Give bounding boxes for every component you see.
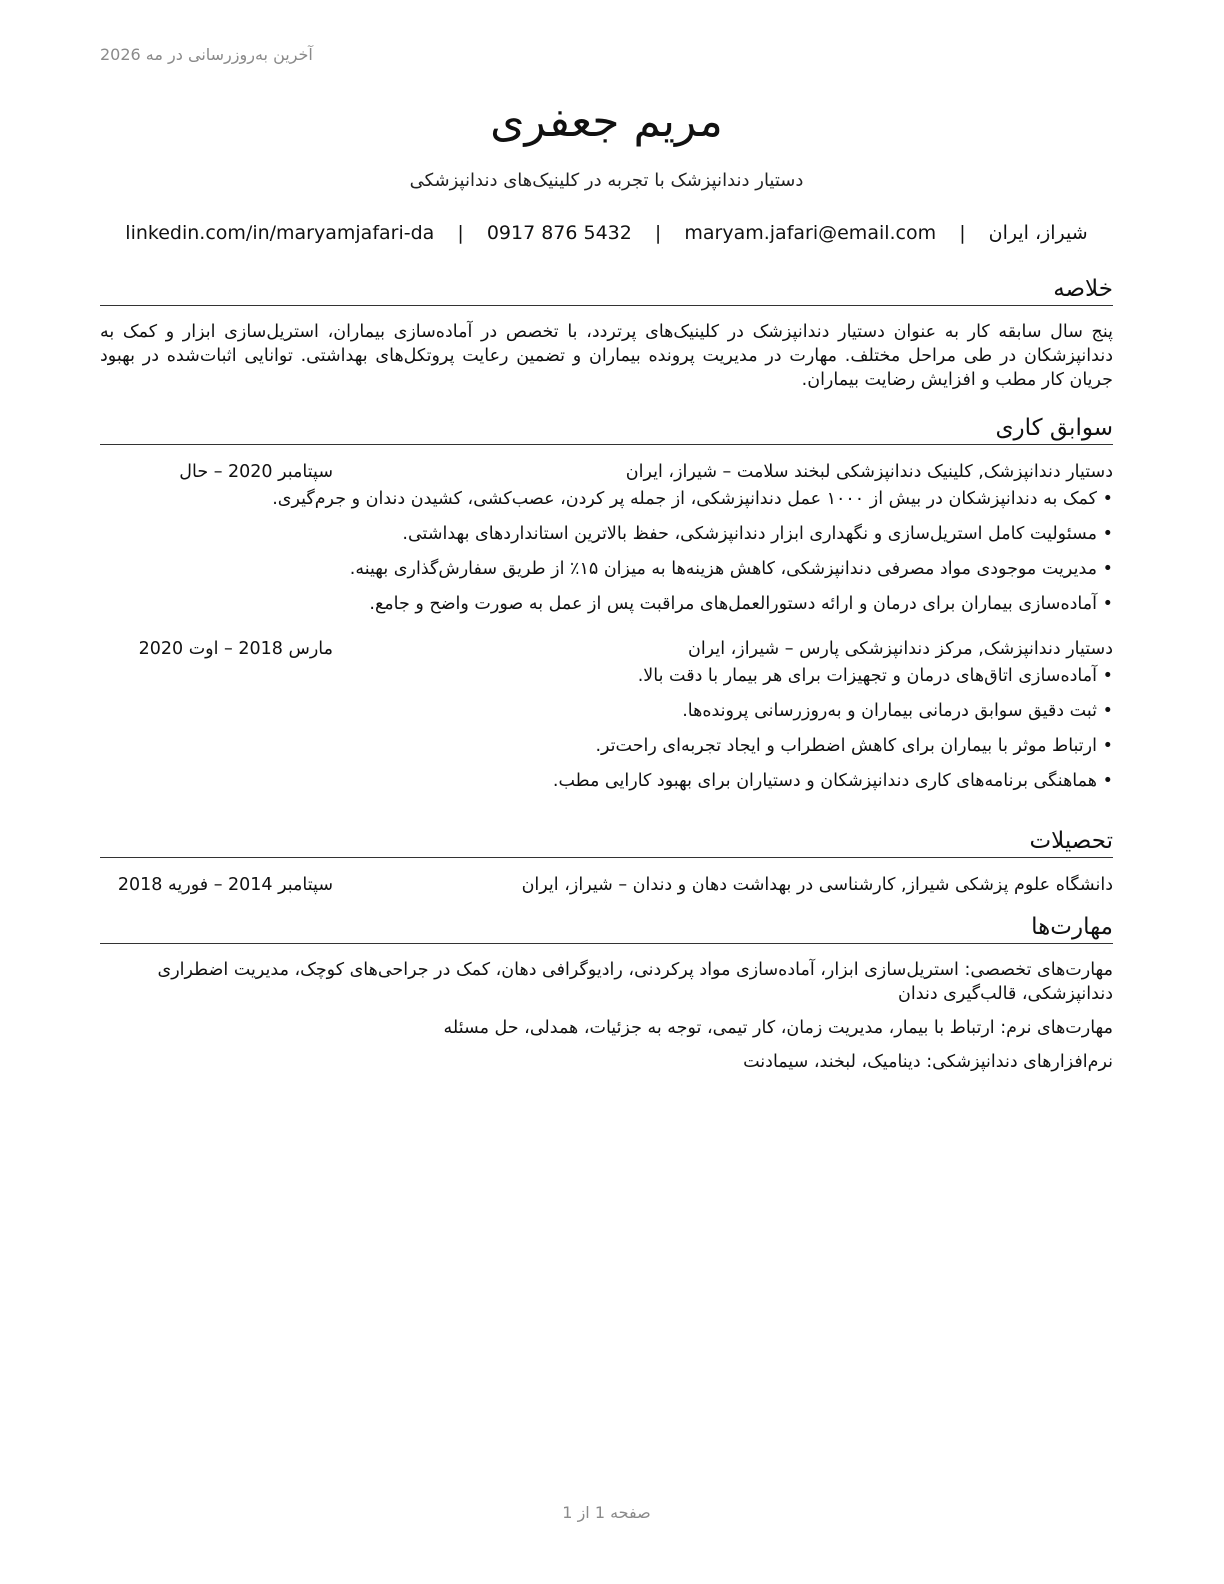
- bullet-text: مسئولیت کامل استریل‌سازی و نگهداری ابزار دندانپزشکی، حفظ بالاترین استانداردهای بهداشتی.: [402, 524, 1097, 544]
- job-entry: [100, 636, 1113, 793]
- education-heading: دانشگاه علوم پزشکی شیراز, کارشناسی در بهداشت دهان و دندان – شیراز، ایران: [521, 875, 1113, 895]
- bullet-text: مدیریت موجودی مواد مصرفی دندانپزشکی، کاهش هزینه‌ها به میزان ۱۵٪ از طریق سفارش‌گذاری بهینه.: [349, 559, 1097, 579]
- education-entry: [100, 872, 1113, 900]
- bullet-glyph: •: [1102, 701, 1113, 721]
- skills-software: نرم‌افزارهای دندانپزشکی: دینامیک، لبخند، سیمادنت: [743, 1052, 1113, 1072]
- list-item: [100, 769, 1113, 793]
- bullet-text: ثبت دقیق سوابق درمانی بیماران و به‌روزرسانی پرونده‌ها.: [682, 701, 1097, 721]
- job-heading: دستیار دندانپزشک, مرکز دندانپزشکی پارس – شیراز، ایران: [687, 639, 1113, 659]
- job-bullets: [100, 664, 1113, 793]
- contact-linkedin[interactable]: linkedin.com/in/maryamjafari-da: [125, 222, 435, 244]
- education-dates: سپتامبر 2014 – فوریه 2018: [117, 875, 333, 895]
- bullet-text: هماهنگی برنامه‌های کاری دندانپزشکان و دستیاران برای بهبود کارایی مطب.: [552, 771, 1097, 791]
- bullet-glyph: •: [1102, 559, 1113, 579]
- education-title: تحصیلات: [100, 826, 1113, 858]
- bullet-glyph: •: [1102, 771, 1113, 791]
- list-item: [100, 592, 1113, 616]
- bullet-text: آماده‌سازی بیماران برای درمان و ارائه دستورالعمل‌های مراقبت پس از عمل به صورت واضح و جامع.: [369, 594, 1097, 614]
- candidate-name: مریم جعفری: [490, 96, 723, 147]
- skills-technical: مهارت‌های تخصصی: استریل‌سازی ابزار، آماده‌سازی مواد پرکردنی، رادیوگرافی دهان، کمک در جراحی‌های کوچک، مدیریت اضطراری دندانپزشکی، قالب‌گیری دندان: [157, 960, 1113, 1004]
- last-updated-note: آخرین به‌روزرسانی در مه 2026: [100, 45, 313, 64]
- summary-title: خلاصه: [100, 274, 1113, 306]
- summary-text: پنج سال سابقه کار به عنوان دستیار دندانپزشک در کلینیک‌های پرتردد، با تخصص در آماده‌سازی بیماران، استریل‌سازی ابزار و کمک به دندانپزشکان در طی مراحل مختلف. مهارت در مدیریت پرونده بیماران و تضمین رعایت پروتکل‌های بهداشتی. توانایی اثبات‌شده در بهبود جریان کار مطب و افزایش رضایت بیماران.: [100, 322, 1113, 390]
- skills-section: [100, 912, 1113, 1084]
- contact-separator: |: [959, 222, 966, 244]
- bullet-text: آماده‌سازی اتاق‌های درمان و تجهیزات برای هر بیمار با دقت بالا.: [637, 666, 1097, 686]
- bullet-glyph: •: [1102, 666, 1113, 686]
- job-dates: سپتامبر 2020 – حال: [179, 462, 333, 482]
- contact-separator: |: [457, 222, 464, 244]
- contact-line: [100, 222, 1113, 244]
- bullet-glyph: •: [1102, 736, 1113, 756]
- bullet-glyph: •: [1102, 594, 1113, 614]
- experience-section: [100, 413, 1113, 804]
- bullet-glyph: •: [1102, 524, 1113, 544]
- experience-title: سوابق کاری: [100, 413, 1113, 445]
- contact-separator: |: [654, 222, 662, 244]
- list-item: [100, 699, 1113, 723]
- job-bullets: [100, 487, 1113, 616]
- bullet-text: کمک به دندانپزشکان در بیش از ۱۰۰۰ عمل دندانپزشکی، از جمله پر کردن، عصب‌کشی، کشیدن دندان و جرم‌گیری.: [272, 489, 1097, 509]
- bullet-glyph: •: [1102, 489, 1113, 509]
- job-header: [100, 459, 1113, 487]
- resume-page: [100, 0, 1113, 1584]
- page-number: صفحه 1 از 1: [562, 1503, 651, 1522]
- contact-location: شیراز، ایران: [988, 222, 1088, 244]
- skills-soft: مهارت‌های نرم: ارتباط با بیمار، مدیریت زمان، کار تیمی، توجه به جزئیات، همدلی، حل مسئله: [443, 1018, 1113, 1038]
- summary-section: [100, 274, 1113, 392]
- candidate-subtitle: دستیار دندانپزشک با تجربه در کلینیک‌های دندانپزشکی: [409, 170, 804, 191]
- job-dates: مارس 2018 – اوت 2020: [138, 639, 333, 659]
- list-item: [100, 487, 1113, 511]
- contact-phone[interactable]: 0917 876 5432: [486, 222, 632, 244]
- education-section: [100, 826, 1113, 900]
- bullet-text: ارتباط موثر با بیماران برای کاهش اضطراب و ایجاد تجربه‌ای راحت‌تر.: [595, 736, 1097, 756]
- job-heading: دستیار دندانپزشک, کلینیک دندانپزشکی لبخند سلامت – شیراز، ایران: [625, 462, 1113, 482]
- contact-email[interactable]: maryam.jafari@email.com: [684, 222, 937, 244]
- list-item: [100, 734, 1113, 758]
- job-header: [100, 636, 1113, 664]
- list-item: [100, 522, 1113, 546]
- list-item: [100, 664, 1113, 688]
- list-item: [100, 557, 1113, 581]
- job-entry: [100, 459, 1113, 616]
- skills-title: مهارت‌ها: [100, 912, 1113, 944]
